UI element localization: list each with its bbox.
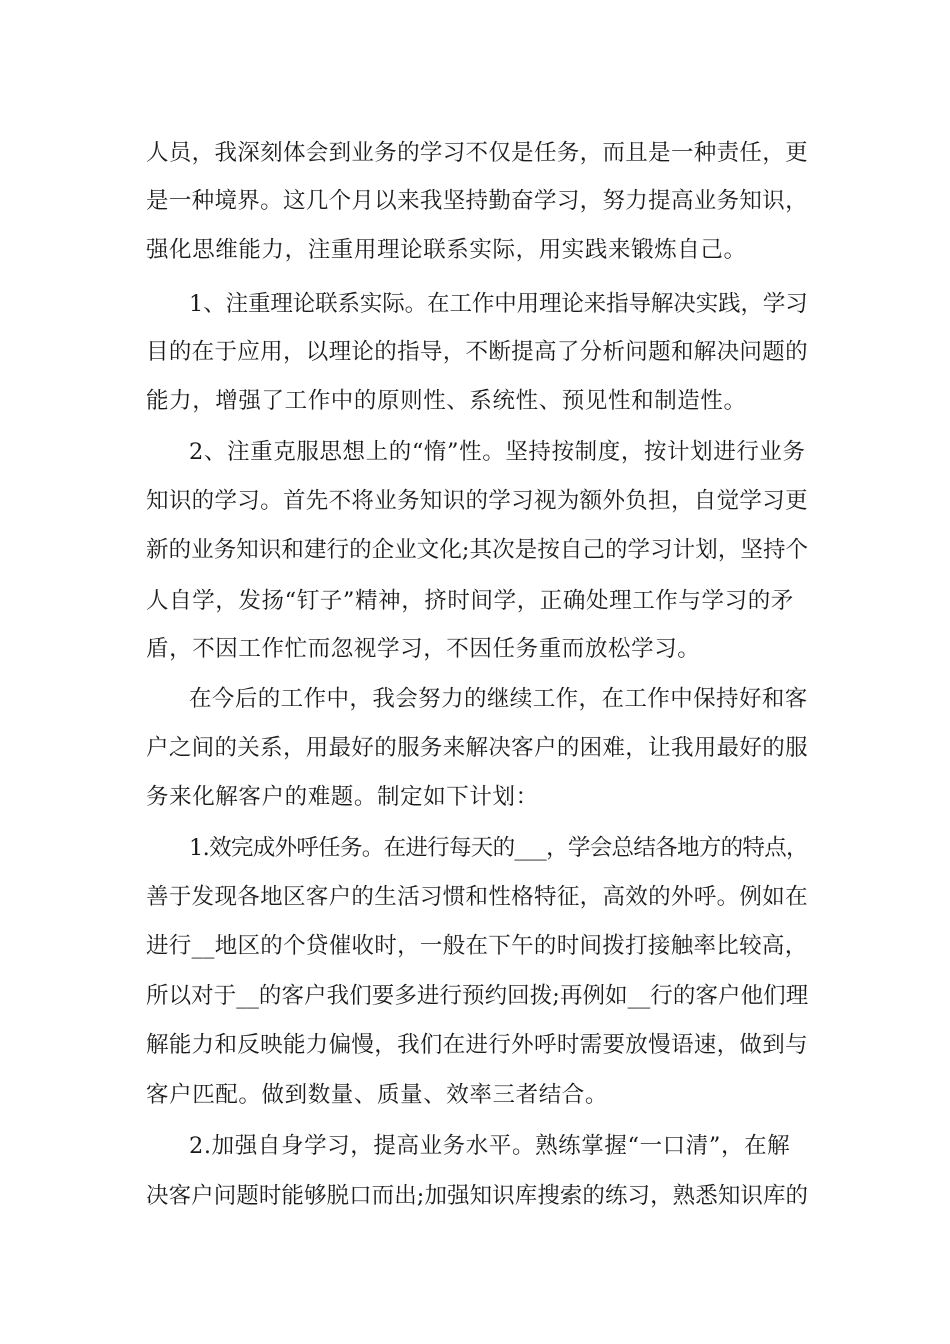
text-line: 决客户问题时能够脱口而出;加强知识库搜索的练习，熟悉知识库的 [146,1183,809,1209]
text-line: 盾，不因工作忙而忽视学习，不因任务重而放松学习。 [146,636,701,662]
paragraph-first-line: 1、注重理论联系实际。在工作中用理论来指导解决实践，学习 [189,291,808,317]
text-line: 目的在于应用，以理论的指导，不断提高了分析问题和解决问题的 [146,339,808,365]
text-line: 新的业务知识和建行的企业文化;其次是按自己的学习计划，坚持个 [146,537,809,563]
paragraph-first-line: 在今后的工作中，我会努力的继续工作，在工作中保持好和客 [189,686,808,712]
text-line: 强化思维能力，注重用理论联系实际，用实践来锻炼自己。 [146,237,747,263]
text-line: 知识的学习。首先不将业务知识的学习视为额外负担，自觉学习更 [146,488,808,514]
text-line: 所以对于__的客户我们要多进行预约回拨;再例如__行的客户他们理 [146,983,809,1009]
text-line: 能力，增强了工作中的原则性、系统性、预见性和制造性。 [146,388,747,414]
text-line: 户之间的关系，用最好的服务来解决客户的困难，让我用最好的服 [146,735,808,761]
text-line: 善于发现各地区客户的生活习惯和性格特征，高效的外呼。例如在 [146,884,808,910]
text-line: 人自学，发扬“钉子”精神，挤时间学，正确处理工作与学习的矛 [146,588,794,614]
text-line: 进行__地区的个贷催收时，一般在下午的时间拨打接触率比较高， [146,933,808,959]
paragraph-first-line: 1.效完成外呼任务。在进行每天的___，学会总结各地方的特点， [189,835,808,861]
text-line: 客户匹配。做到数量、质量、效率三者结合。 [146,1082,609,1108]
paragraph-first-line: 2.加强自身学习，提高业务水平。熟练掌握“一口清”，在解 [189,1133,791,1159]
text-line: 务来化解客户的难题。制定如下计划： [146,784,539,810]
text-line: 是一种境界。这几个月以来我坚持勤奋学习，努力提高业务知识， [146,188,808,214]
text-line: 解能力和反映能力偏慢，我们在进行外呼时需要放慢语速，做到与 [146,1032,808,1058]
text-line: 人员，我深刻体会到业务的学习不仅是任务，而且是一种责任，更 [146,140,808,166]
paragraph-first-line: 2、注重克服思想上的“惰”性。坚持按制度，按计划进行业务 [189,439,806,465]
